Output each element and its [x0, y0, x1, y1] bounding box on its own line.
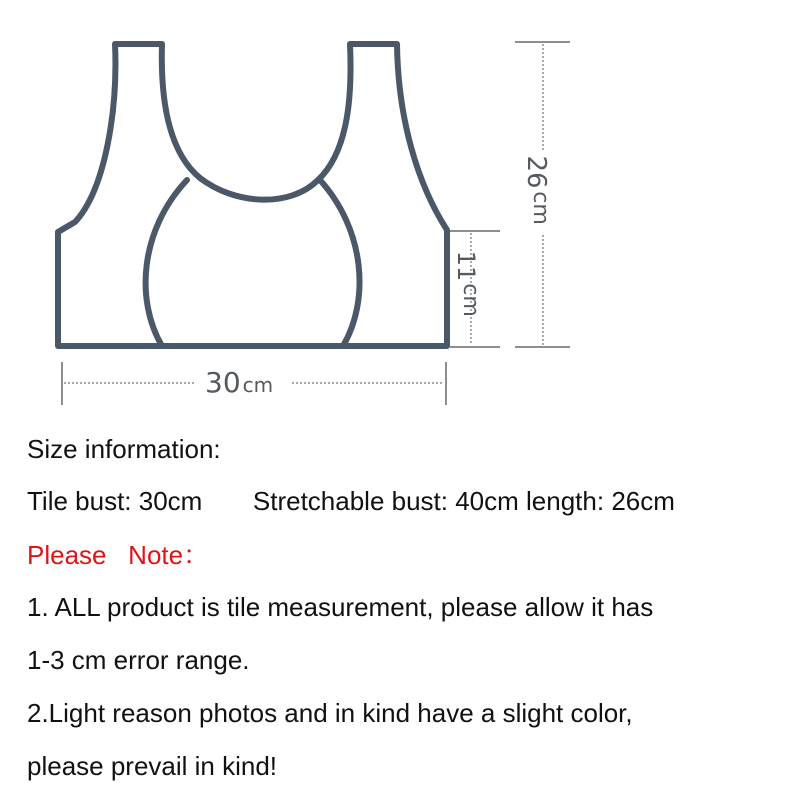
measurements-line: Tile bust: 30cm Stretchable bust: 40cm length: 26cm — [27, 486, 675, 516]
note-2-line-1: 2.Light reason photos and in kind have a slight color, — [27, 698, 633, 728]
size-information-heading: Size information: — [27, 434, 221, 464]
right-cup-seam — [320, 180, 360, 346]
note-heading: Please Note： — [27, 540, 210, 570]
length-dim-unit: cm — [528, 191, 553, 225]
note-2-line-2: please prevail in kind! — [27, 751, 278, 781]
length-dim-number: 26 — [521, 155, 551, 189]
width-dim-number: 30 — [205, 366, 241, 399]
side-dim-number: 11 — [452, 250, 480, 282]
bra-outline — [58, 44, 447, 346]
side-dim-unit: cm — [458, 283, 483, 317]
left-cup-seam — [146, 180, 187, 346]
width-dim-unit: cm — [242, 373, 274, 397]
note-1-line-2: 1-3 cm error range. — [27, 645, 250, 675]
note-1-line-1: 1. ALL product is tile measurement, please allow it has — [27, 592, 654, 622]
width-dim-label — [205, 366, 273, 399]
